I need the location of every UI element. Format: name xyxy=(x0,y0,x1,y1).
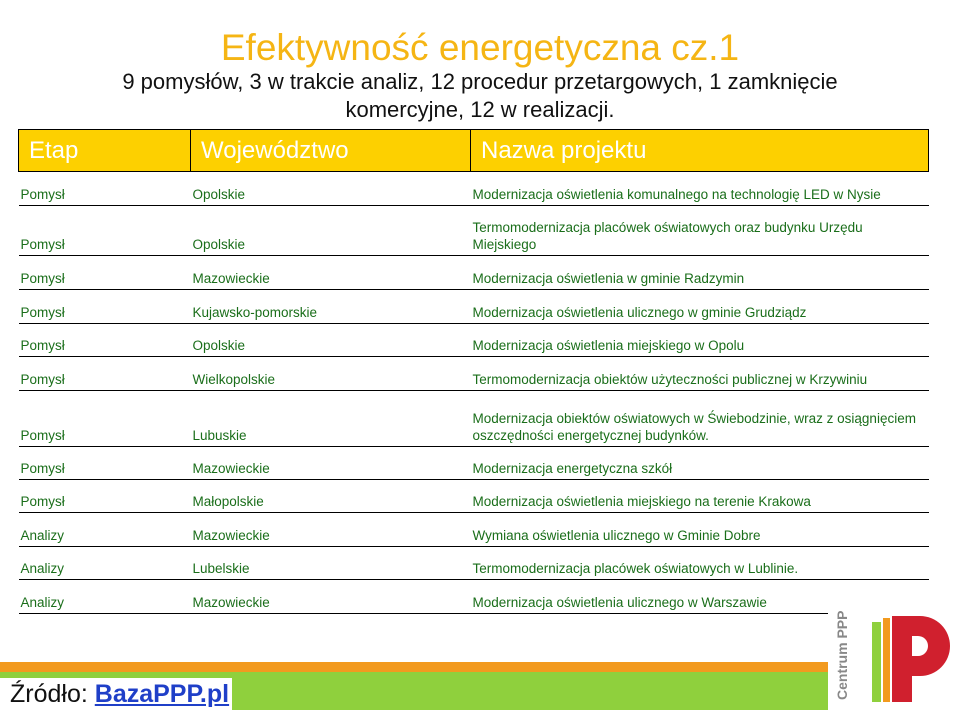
cell-projekt: Wymiana oświetlenia ulicznego w Gminie Dobre xyxy=(471,513,929,547)
header-etap: Etap xyxy=(19,130,191,172)
cell-etap: Analizy xyxy=(19,513,191,547)
table-row xyxy=(19,447,929,480)
cell-etap: Analizy xyxy=(19,580,191,614)
cell-etap: Pomysł xyxy=(19,447,191,480)
cell-wojewodztwo: Mazowieckie xyxy=(191,447,471,480)
cell-projekt: Modernizacja obiektów oświatowych w Świebodzinie, wraz z osiągnięciem oszczędności energetycznej budynków. xyxy=(471,391,929,447)
cell-projekt: Termomodernizacja obiektów użyteczności publicznej w Krzywiniu xyxy=(471,357,929,391)
cell-etap: Analizy xyxy=(19,547,191,580)
cell-projekt: Modernizacja energetyczna szkół xyxy=(471,447,929,480)
table-header-row xyxy=(19,130,929,172)
cell-projekt: Modernizacja oświetlenia w gminie Radzymin xyxy=(471,256,929,290)
cell-etap: Pomysł xyxy=(19,391,191,447)
header-projekt: Nazwa projektu xyxy=(471,130,929,172)
table-row xyxy=(19,357,929,391)
cell-projekt: Modernizacja oświetlenia miejskiego w Opolu xyxy=(471,324,929,357)
cell-projekt: Modernizacja oświetlenia ulicznego w gminie Grudziądz xyxy=(471,290,929,324)
table-row xyxy=(19,172,929,206)
cell-wojewodztwo: Opolskie xyxy=(191,324,471,357)
cell-etap: Pomysł xyxy=(19,324,191,357)
cell-projekt: Termomodernizacja placówek oświatowych oraz budynku Urzędu Miejskiego xyxy=(471,206,929,256)
cell-projekt: Modernizacja oświetlenia komunalnego na technologię LED w Nysie xyxy=(471,172,929,206)
source-label: Źródło: xyxy=(10,680,95,708)
cell-projekt: Termomodernizacja placówek oświatowych w Lublinie. xyxy=(471,547,929,580)
cell-wojewodztwo: Opolskie xyxy=(191,206,471,256)
table-row xyxy=(19,513,929,547)
cell-etap: Pomysł xyxy=(19,480,191,513)
table-row xyxy=(19,324,929,357)
table-row xyxy=(19,290,929,324)
cell-wojewodztwo: Mazowieckie xyxy=(191,256,471,290)
logo-caption: Centrum PPP xyxy=(834,610,850,700)
slide-title: Efektywność energetyczna cz.1 xyxy=(220,27,740,68)
cell-wojewodztwo: Mazowieckie xyxy=(191,580,471,614)
cell-wojewodztwo: Wielkopolskie xyxy=(191,357,471,391)
source-note xyxy=(0,678,232,710)
cell-projekt: Modernizacja oświetlenia miejskiego na terenie Krakowa xyxy=(471,480,929,513)
cell-wojewodztwo: Lubelskie xyxy=(191,547,471,580)
table-row xyxy=(19,580,929,614)
cell-etap: Pomysł xyxy=(19,172,191,206)
slide-subtitle: 9 pomysłów, 3 w trakcie analiz, 12 procedur przetargowych, 1 zamknięcie komercyjne, 12 w realizacji. xyxy=(122,69,838,122)
table-row xyxy=(19,547,929,580)
cell-wojewodztwo: Mazowieckie xyxy=(191,513,471,547)
source-link[interactable]: BazaPPP.pl xyxy=(94,680,230,708)
table-row xyxy=(19,480,929,513)
table-row xyxy=(19,206,929,256)
cell-etap: Pomysł xyxy=(19,357,191,391)
footer-orange-band xyxy=(0,662,960,672)
table-row xyxy=(19,391,929,447)
cell-projekt: Modernizacja oświetlenia ulicznego w Warszawie xyxy=(471,580,929,614)
cell-etap: Pomysł xyxy=(19,256,191,290)
cell-wojewodztwo: Lubuskie xyxy=(191,391,471,447)
cell-etap: Pomysł xyxy=(19,206,191,256)
header-wojewodztwo: Województwo xyxy=(191,130,471,172)
table-row xyxy=(19,256,929,290)
cell-wojewodztwo: Opolskie xyxy=(191,172,471,206)
cell-etap: Pomysł xyxy=(19,290,191,324)
cell-wojewodztwo: Kujawsko-pomorskie xyxy=(191,290,471,324)
cell-wojewodztwo: Małopolskie xyxy=(191,480,471,513)
projects-table xyxy=(18,129,929,614)
